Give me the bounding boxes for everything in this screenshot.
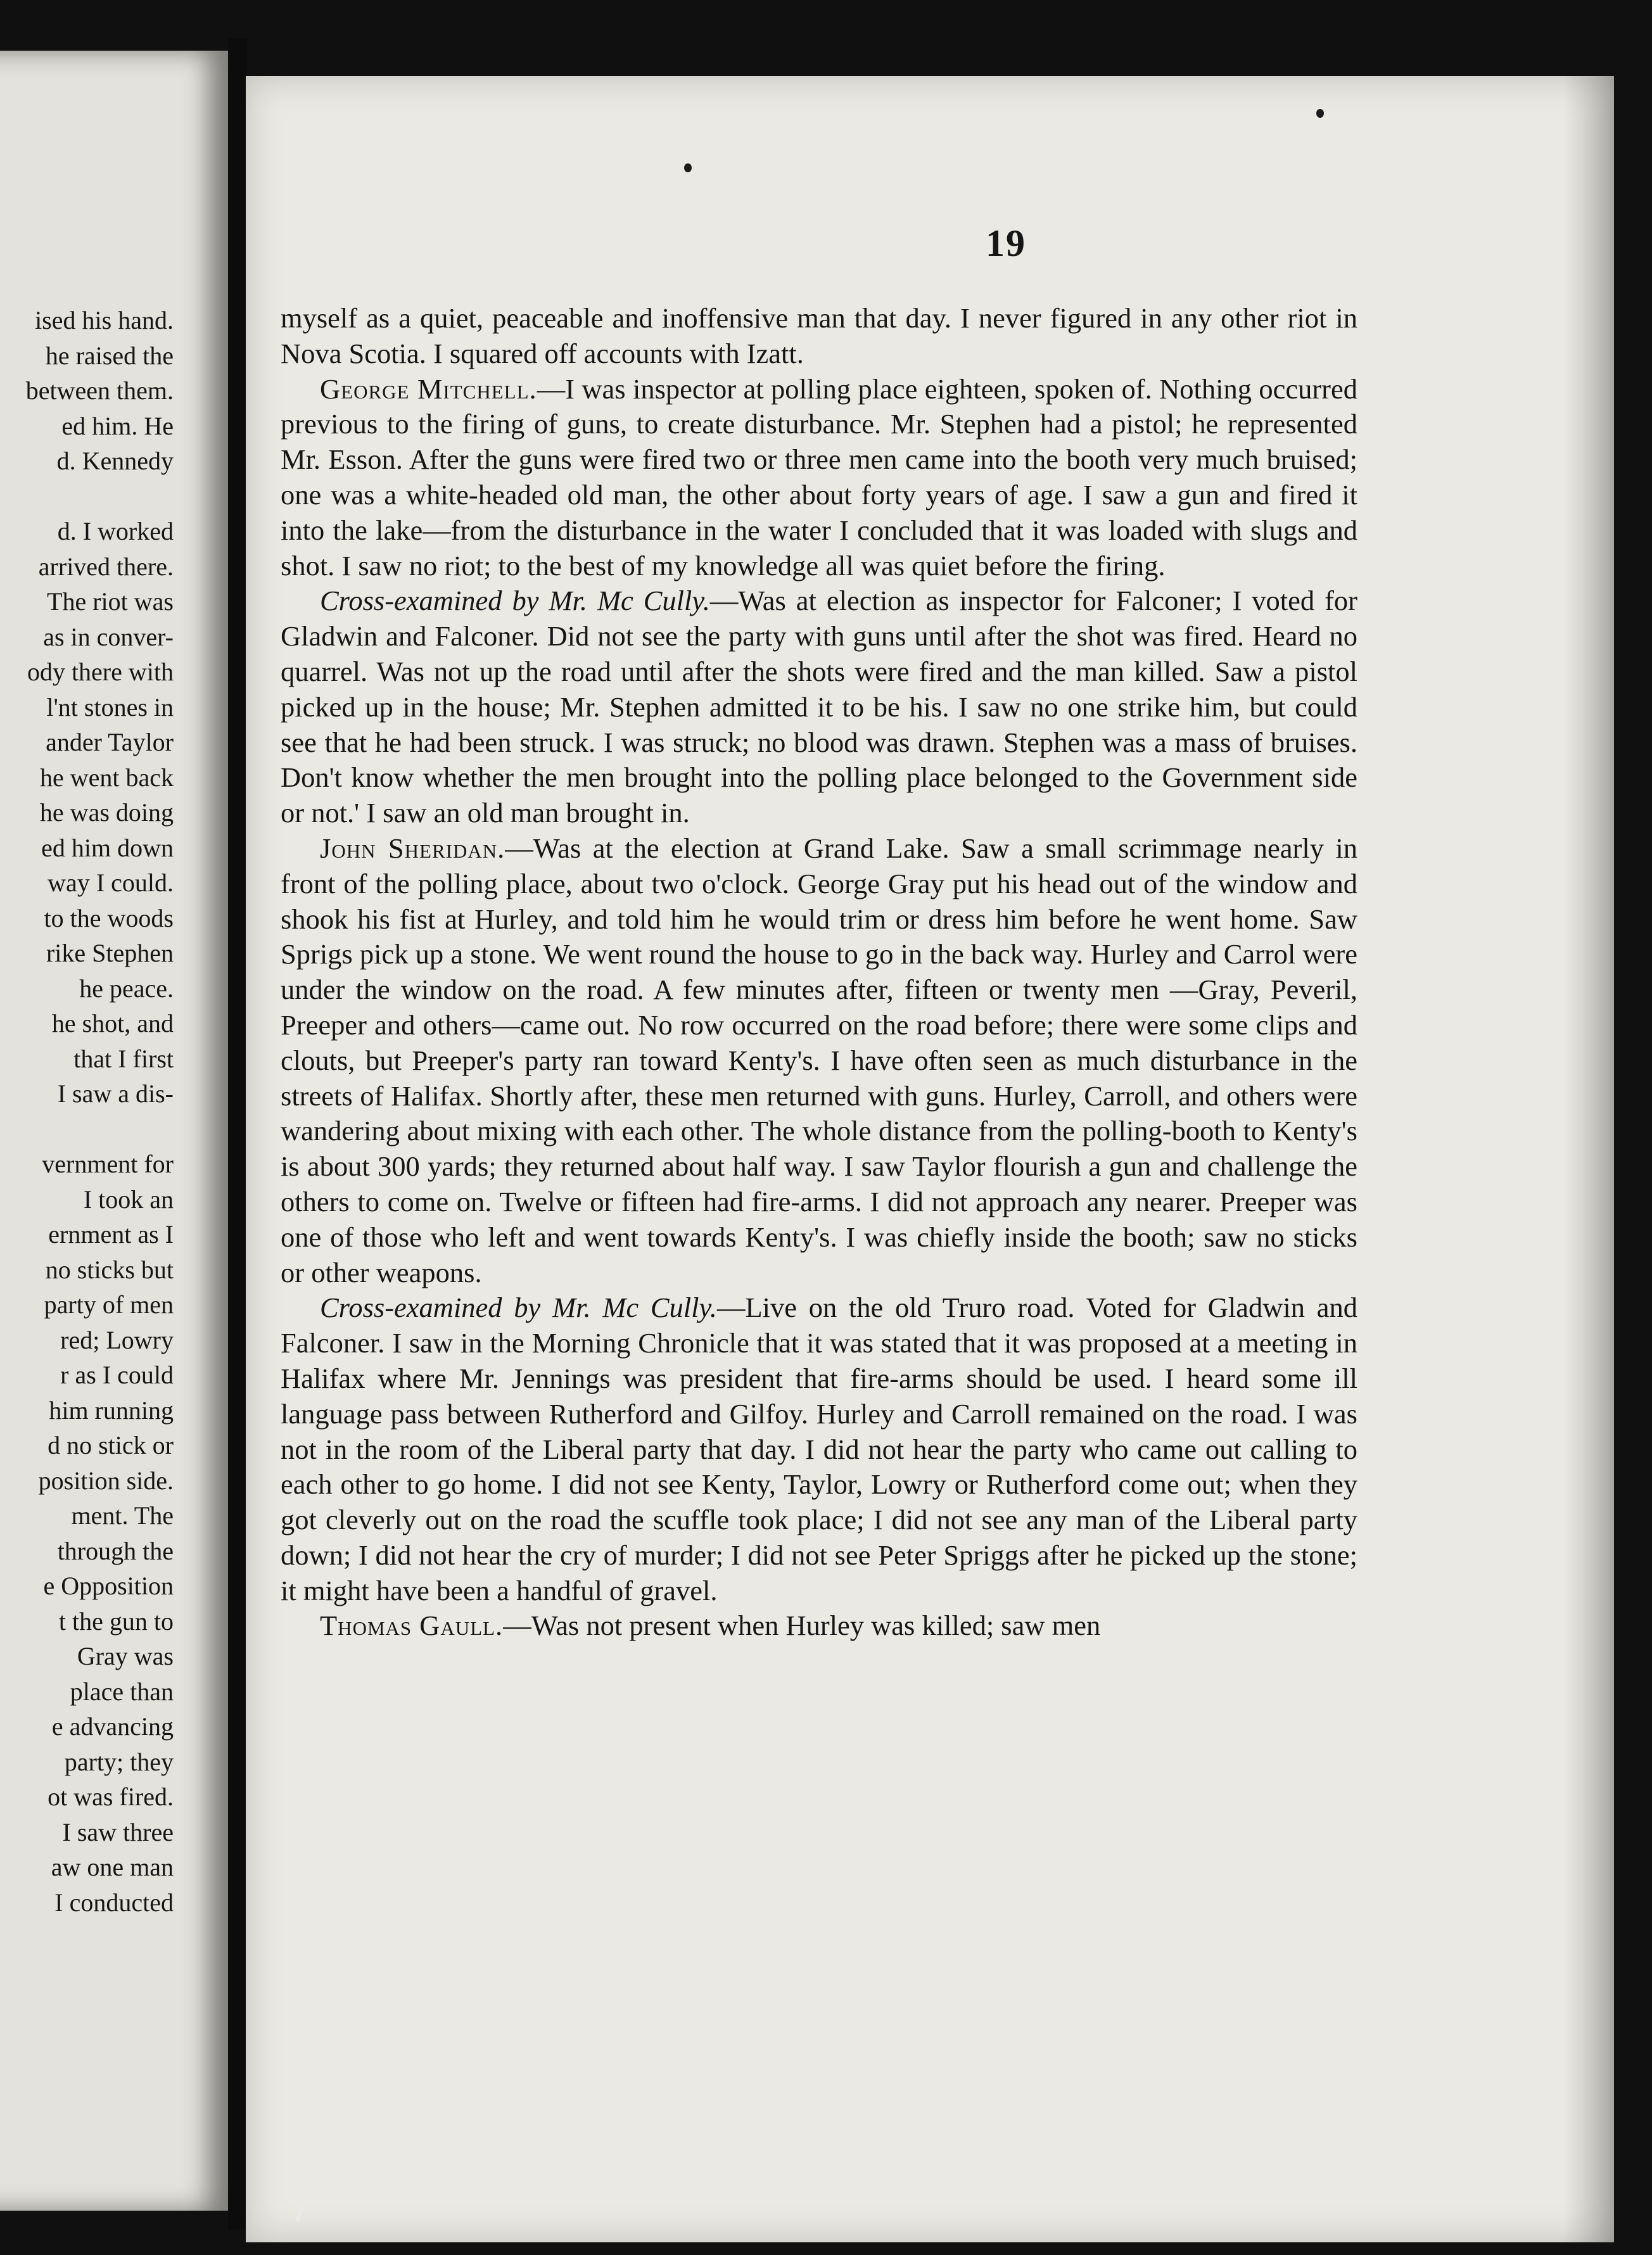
paragraph-text: —I was inspector at polling place eighteen, spoken of. Nothing occurred previous to the firing of guns, to create disturbance. Mr. Stephen had a pistol; he represented Mr. Esson. After the guns were fired two or three men came into the booth very much bruised; one was a white-headed old man, the other about forty years of age. I saw a gun and fired it into the lake—from the disturbance in the water I concluded that it was loaded with slugs and shot. I saw no riot; to the best of my knowledge all was quiet before the firing. <box>281 372 1357 581</box>
previous-page-line: arrived there. <box>38 552 174 581</box>
ink-speck <box>1316 109 1324 118</box>
previous-page-line: r as I could <box>60 1361 174 1389</box>
previous-page-line: place than <box>70 1677 174 1706</box>
previous-page-line: aw one man <box>51 1853 174 1881</box>
previous-page-line: t the gun to <box>58 1606 174 1636</box>
para-john-sheridan <box>281 831 1357 1290</box>
previous-page-line: position side. <box>38 1466 174 1495</box>
previous-page-line: ment. The <box>71 1501 174 1530</box>
para-sheridan-cross <box>281 1290 1357 1608</box>
previous-page-line: d. Kennedy <box>56 447 174 475</box>
previous-page-line: d. I worked <box>57 517 174 545</box>
previous-page-line: ed him down <box>41 833 174 862</box>
paragraph-text: myself as a quiet, peaceable and inoffensive man that day. I never figured in any other riot in Nova Scotia. I squared off accounts with Izatt. <box>281 302 1357 369</box>
previous-page <box>0 51 228 2211</box>
cross-examination-label: Cross-examined by Mr. Mc Cully. <box>320 1292 717 1324</box>
speaker-name: Thomas Gaull. <box>320 1610 504 1642</box>
previous-page-line: he was doing <box>39 798 174 827</box>
previous-page-line: The riot was <box>47 587 174 616</box>
para-george-mitchell <box>281 372 1357 584</box>
previous-page-line: as in conver- <box>43 622 174 651</box>
paragraph-text: —Was at election as inspector for Falconer; I voted for Gladwin and Falconer. Did not see the party with guns until after the shot was fired. Heard no quarrel. Was not up the road until after the shots were fired and the man killed. Saw a pistol picked up in the house; Mr. Stephen admitted it to be his. I saw no one strike him, but could see that he had been struck. I was struck; no blood was drawn. Stephen was a mass of bruises. Don't know whether the men brought into the polling place belonged to the Government side or not.' I saw an old man brought in. <box>281 585 1357 829</box>
previous-page-line: he raised the <box>45 341 174 370</box>
page-gutter <box>228 38 247 2230</box>
previous-page-line: e Opposition <box>43 1572 174 1600</box>
previous-page-line: l'nt stones in <box>46 692 174 721</box>
previous-page-line: party; they <box>64 1747 174 1776</box>
cross-examination-label: Cross-examined by Mr. Mc Cully. <box>320 585 710 617</box>
previous-page-line: him running <box>49 1395 174 1425</box>
previous-page-line: e advancing <box>51 1712 174 1741</box>
previous-page-line: d no stick or <box>48 1431 174 1459</box>
previous-page-line: he shot, and <box>51 1009 174 1038</box>
previous-page-line: I saw a dis- <box>57 1079 174 1108</box>
previous-page-line: he peace. <box>79 974 174 1003</box>
previous-page-line: way I could. <box>48 868 174 897</box>
previous-page-line: through the <box>57 1536 174 1565</box>
previous-page-line: I took an <box>83 1185 174 1214</box>
speaker-name: John Sheridan. <box>320 832 505 864</box>
previous-page-line: ised his hand. <box>35 306 174 334</box>
previous-page-line: no sticks but <box>45 1255 174 1284</box>
para-continuation <box>281 301 1357 372</box>
page-body <box>281 301 1357 1644</box>
previous-page-line: between them. <box>25 376 174 405</box>
previous-page-line: that I first <box>73 1044 174 1073</box>
paragraph-text: —Live on the old Truro road. Voted for Gladwin and Falconer. I saw in the Morning Chronicle that it was stated that it was proposed at a meeting in Halifax where Mr. Jennings was president that fire-arms should be used. I heard some ill language pass between Rutherford and Gilfoy. Hurley and Carroll remained on the road. I was not in the room of the Liberal party that day. I did not hear the party who came out calling to each other to go home. I did not see Kenty, Taylor, Lowry or Rutherford come out; when they got cleverly out on the road the scuffle took place; I did not see any man of the Liberal party down; I did not hear the cry of murder; I did not see Peter Spriggs after he picked up the stone; it might have been a handful of gravel. <box>281 1292 1357 1606</box>
current-page <box>246 76 1614 2242</box>
previous-page-line: rike Stephen <box>46 939 174 967</box>
previous-page-text <box>0 303 174 1920</box>
previous-page-line <box>0 479 174 514</box>
previous-page-line: vernment for <box>42 1150 174 1178</box>
previous-page-line: I conducted <box>54 1888 174 1917</box>
ink-speck <box>684 163 692 172</box>
speaker-name: George Mitchell. <box>320 372 537 405</box>
previous-page-line: Gray was <box>77 1642 174 1670</box>
previous-page-line: ody there with <box>27 657 174 686</box>
previous-page-line: ernment as I <box>48 1220 174 1248</box>
page-edge-shadow <box>1563 76 1614 2242</box>
paragraph-text: —Was at the election at Grand Lake. Saw a small scrimmage nearly in front of the polling place, about two o'clock. George Gray put his head out of the window and shook his fist at Hurley, and told him he would trim or dress him before he went home. Saw Sprigs pick up a stone. We went round the house to go in the back way. Hurley and Carrol were under the window on the road. A few minutes after, fifteen or twenty men —Gray, Peveril, Preeper and others—came out. No row occurred on the road before; there were some clips and clouts, but Preeper's party ran toward Kenty's. I have often seen as much disturbance in the streets of Halifax. Shortly after, these men returned with guns. Hurley, Carroll, and others were wandering about mixing with each other. The whole distance from the polling-booth to Kenty's is about 300 yards; they returned about half way. I saw Taylor flourish a gun and challenge the others to come on. Twelve or fifteen had fire-arms. I did not approach any nearer. Preeper was one of those who left and went towards Kenty's. I was chiefly inside the booth; saw no sticks or other weapons. <box>281 832 1357 1288</box>
previous-page-line: ot was fired. <box>48 1782 174 1811</box>
paragraph-text: —Was not present when Hurley was killed; saw men <box>503 1610 1101 1642</box>
previous-page-line <box>0 1112 174 1147</box>
previous-page-line: to the woods <box>44 903 174 932</box>
page-number: 19 <box>986 222 1026 264</box>
previous-page-line: ander Taylor <box>46 728 174 756</box>
para-thomas-gaull <box>281 1608 1357 1644</box>
para-mitchell-cross <box>281 583 1357 831</box>
previous-page-line: he went back <box>39 763 174 792</box>
previous-page-line: red; Lowry <box>60 1325 174 1354</box>
previous-page-line: I saw three <box>62 1817 174 1846</box>
previous-page-line: ed him. He <box>61 411 174 440</box>
previous-page-line: party of men <box>44 1290 174 1319</box>
